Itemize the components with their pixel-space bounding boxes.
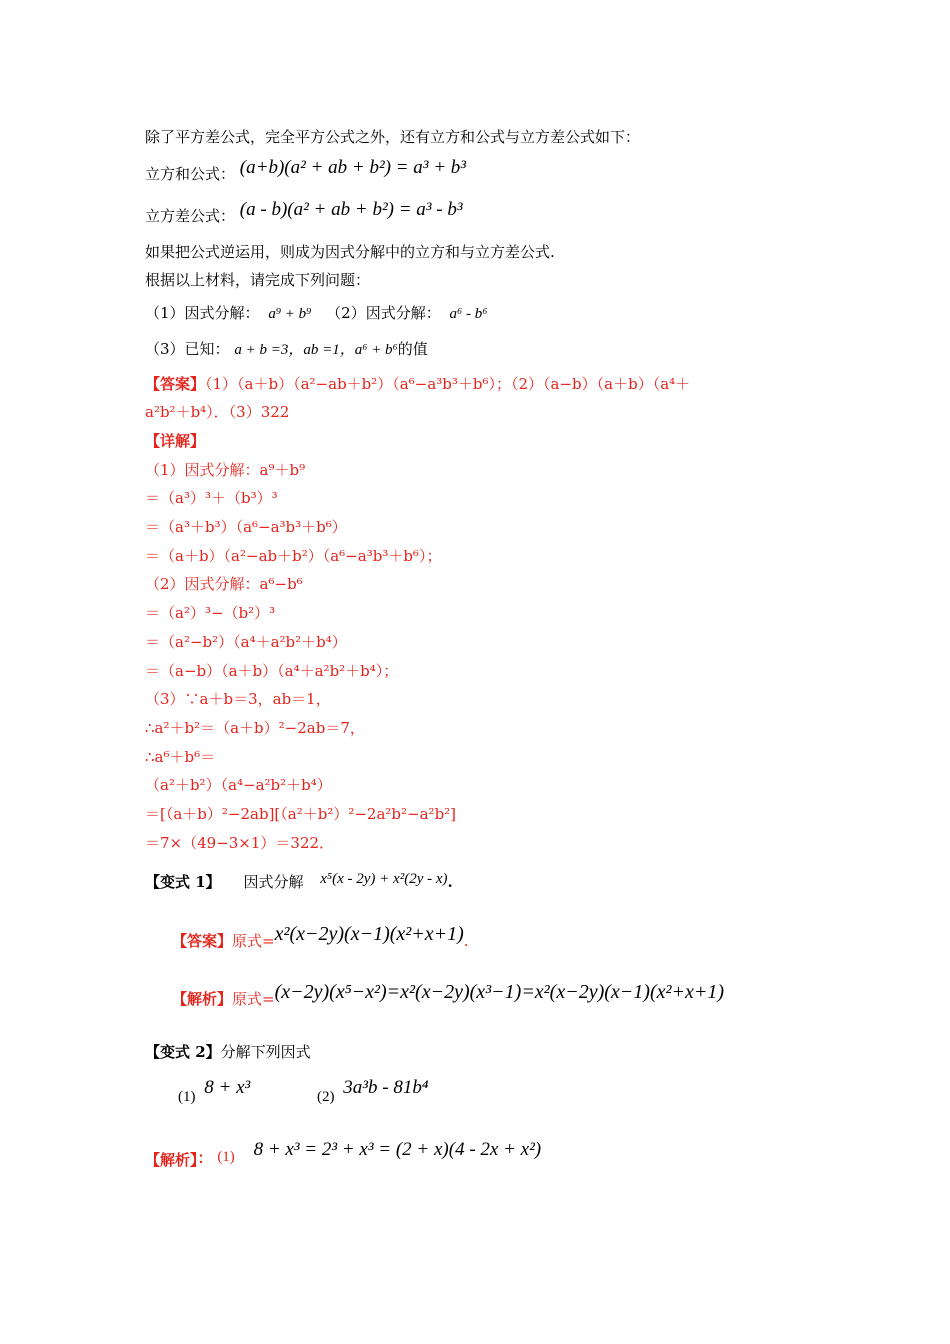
variant-2-item-1-expression: 8 + x³ bbox=[204, 1077, 251, 1098]
question-1-2-row bbox=[145, 303, 487, 324]
question-1-expression: a⁹ + b⁹ bbox=[268, 306, 312, 322]
variant-1-analysis-expression: (x−2y)(x⁵−x²)=x²(x−2y)(x³−1)=x²(x−2y)(x−1)(x²+x+1) bbox=[274, 981, 725, 1003]
solution-line: （2）因式分解：a⁶−b⁶ bbox=[145, 575, 303, 593]
variant-1-text: 因式分解 bbox=[243, 873, 304, 891]
variant-1-answer-tag: 【答案】 bbox=[172, 932, 233, 950]
solution-line: ＝（a＋b）（a²−ab＋b²）（a⁶−a³b³＋b⁶）； bbox=[145, 547, 442, 565]
variant-2-analysis-row bbox=[145, 1140, 541, 1168]
solution-line: （1）因式分解：a⁹＋b⁹ bbox=[145, 461, 306, 479]
variant-2-row bbox=[145, 1042, 311, 1062]
variant-2-tag: 【变式 2】 bbox=[145, 1043, 221, 1061]
solution-line: ∴a²＋b²＝（a＋b）²−2ab＝7， bbox=[145, 719, 365, 737]
question-2-expression: a⁶ - b⁶ bbox=[449, 306, 488, 322]
variant-2-item-1-label: (1) bbox=[178, 1089, 196, 1105]
variant-1-answer-end: . bbox=[463, 932, 469, 950]
variant-1-end: . bbox=[447, 873, 453, 891]
variant-1-tag: 【变式 1】 bbox=[145, 873, 221, 891]
variant-2-item-2-expression: 3a³b - 81b⁴ bbox=[343, 1077, 429, 1098]
solution-line: ＝（a−b）（a＋b）（a⁴＋a²b²＋b⁴）； bbox=[145, 662, 399, 680]
variant-2-analysis-tag: 【解析】 bbox=[145, 1151, 198, 1169]
variant-2-analysis-label: (1) bbox=[217, 1149, 235, 1165]
intro-text: 除了平方差公式，完全平方公式之外，还有立方和公式与立方差公式如下： bbox=[145, 128, 641, 146]
solution-line: ＝（a³＋b³）（a⁶−a³b³＋b⁶） bbox=[145, 518, 347, 536]
variant-2-analysis-colon: ： bbox=[197, 1149, 213, 1167]
question-1-label: （1）因式分解： bbox=[145, 304, 260, 322]
cube-diff-row bbox=[145, 200, 463, 226]
answer-tag: 【答案】 bbox=[145, 375, 206, 393]
solution-line: ＝7×（49−3×1）＝322． bbox=[145, 834, 335, 852]
variant-1-answer-prefix: 原式= bbox=[232, 932, 275, 950]
variant-1-answer-expression: x²(x−2y)(x−1)(x²+x+1) bbox=[274, 923, 464, 945]
solution-line: ＝（a²−b²）（a⁴＋a²b²＋b⁴） bbox=[145, 633, 347, 651]
reverse-note: 如果把公式逆运用，则成为因式分解中的立方和与立方差公式. bbox=[145, 243, 555, 261]
solution-line: ∴a⁶＋b⁶＝ bbox=[145, 748, 216, 766]
question-3-expression: a + b =3，ab =1，a⁶ + b⁶ bbox=[234, 342, 398, 358]
cube-sum-label: 立方和公式： bbox=[145, 165, 236, 183]
solution-line: （a²＋b²）（a⁴−a²b²＋b⁴） bbox=[145, 776, 332, 794]
variant-1-expression: x⁵(x - 2y) + x²(2y - x) bbox=[320, 871, 448, 887]
variant-2-text: 分解下列因式 bbox=[220, 1043, 311, 1061]
solution-line: ＝[（a＋b）²−2ab][（a²＋b²）²−2a²b²−a²b²] bbox=[145, 805, 457, 823]
cube-diff-label: 立方差公式： bbox=[145, 207, 236, 225]
solution-line: ＝（a³）³＋（b³）³ bbox=[145, 489, 278, 507]
variant-1-analysis-prefix: 原式= bbox=[232, 990, 275, 1008]
detail-tag: 【详解】 bbox=[145, 432, 206, 450]
answer-line-2: a²b²＋b⁴）．（3）322 bbox=[145, 403, 290, 421]
question-3-tail: 的值 bbox=[397, 340, 428, 358]
question-2-label: （2）因式分解： bbox=[326, 304, 441, 322]
question-3-row bbox=[145, 339, 428, 360]
cube-sum-formula: (a+b)(a² + ab + b²) = a³ + b³ bbox=[239, 157, 466, 178]
variant-2-item-2-label: (2) bbox=[317, 1089, 335, 1105]
variant-2-analysis-expression: 8 + x³ = 2³ + x³ = (2 + x)(4 - 2x + x²) bbox=[253, 1139, 542, 1160]
variant-1-answer-row bbox=[172, 924, 469, 952]
answer-text-1: （1）（a＋b）（a²−ab＋b²）（a⁶−a³b³＋b⁶）；（2）（a−b）（a＋b）（a⁴＋ bbox=[205, 375, 691, 393]
variant-1-row bbox=[145, 868, 453, 892]
cube-sum-row bbox=[145, 158, 466, 184]
variant-2-items-row bbox=[178, 1078, 428, 1104]
question-3-label: （3）已知： bbox=[145, 340, 230, 358]
solution-line: ＝（a²）³−（b²）³ bbox=[145, 604, 276, 622]
task-intro: 根据以上材料，请完成下列问题： bbox=[145, 271, 371, 289]
answer-line-1 bbox=[145, 374, 690, 394]
variant-1-analysis-tag: 【解析】 bbox=[172, 990, 233, 1008]
cube-diff-formula: (a - b)(a² + ab + b²) = a³ - b³ bbox=[239, 199, 463, 220]
solution-line: （3）∵a＋b＝3，ab＝1， bbox=[145, 690, 331, 708]
variant-1-analysis-row bbox=[172, 982, 724, 1010]
